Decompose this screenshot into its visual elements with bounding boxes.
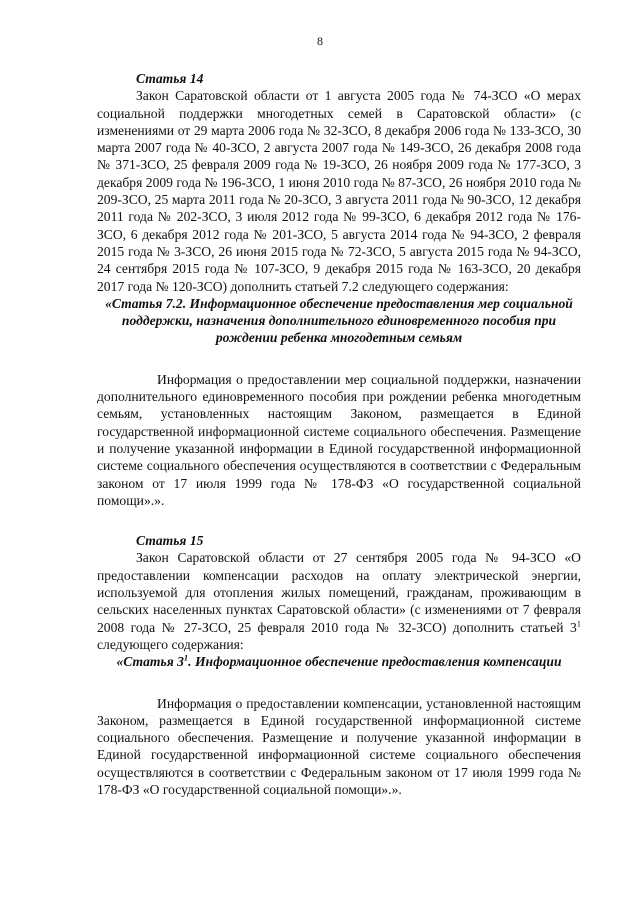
article-15-heading: Статья 15: [136, 533, 204, 549]
article-7-2-heading: «Статья 7.2. Информационное обеспечение предоставления мер социальной поддержки, назначения дополнительного единовременного пособия при рождении ребенка многодетным семьям: [105, 295, 573, 346]
article-14-intro: Закон Саратовской области от 1 августа 2005 года № 74-ЗСО «О мерах социальной поддержки многодетных семей в Саратовской области» (с изменениями от 29 марта 2006 года № 32-ЗСО, 8 декабря 2006 года № 133-ЗСО, 30 марта 2007 года № 40-ЗСО, 2 августа 2007 года № 149-ЗСО, 26 декабря 2008 года № 371-ЗСО, 25 февраля 2009 года № 19-ЗСО, 26 ноября 2009 года № 177-ЗСО, 3 декабря 2009 года № 196-ЗСО, 1 июня 2010 года № 87-ЗСО, 26 ноября 2010 года № 209-ЗСО, 25 марта 2011 года № 20-ЗСО, 3 августа 2011 года № 90-ЗСО, 12 декабря 2011 года № 202-ЗСО, 3 июля 2012 года № 99-ЗСО, 6 декабря 2012 года № 176-ЗСО, 6 декабря 2012 года № 201-ЗСО, 5 августа 2014 года № 94-ЗСО, 2 февраля 2015 года № 3-ЗСО, 26 июня 2015 года № 72-ЗСО, 5 августа 2015 года № 94-ЗСО, 24 сентября 2015 года № 107-ЗСО, 9 декабря 2015 года № 163-ЗСО, 20 декабря 2017 года № 120-ЗСО) дополнить статьей 7.2 следующего содержания:: [97, 88, 581, 294]
page-number: 8: [317, 34, 323, 48]
article-14: [97, 70, 581, 509]
article-15-intro: [97, 549, 581, 653]
article-15: [97, 532, 581, 798]
article-7-2-body: Информация о предоставлении мер социальной поддержки, назначении дополнительного единовременного пособия при рождении ребенка многодетным семьям, установленных настоящим Законом, размещается в Единой государственной информационной системе социального обеспечения. Размещение и получение указанной информации в Единой государственной информационной системе социального обеспечения осуществляются в соответствии с Федеральным законом от 17 июля 1999 года № 178-ФЗ «О государственной социальной помощи».».: [97, 371, 581, 508]
article-3-1-heading-rest: . Информационное обеспечение предоставления компенсации: [188, 654, 562, 670]
article-15-intro-text: Закон Саратовской области от 27 сентября 2005 года № 94-ЗСО «О предоставлении компенсации расходов на оплату электрической энергии, используемой для отопления жилых помещений, гражданам, проживающим в сельских населенных пунктах Саратовской области» (с изменениями от 7 февраля 2008 года № 27-ЗСО, 25 февраля 2010 года № 32-ЗСО) дополнить статьей 3: [97, 550, 581, 635]
document-body: [97, 70, 581, 798]
superscript: 1: [183, 652, 189, 663]
article-15-intro-tail: следующего содержания:: [97, 636, 244, 652]
article-3-1-heading-prefix: «Статья 3: [116, 654, 184, 670]
article-3-1-body: Информация о предоставлении компенсации, установленной настоящим Законом, размещается в Единой государственной информационной системе социального обеспечения. Размещение и получение указанной информации в Единой государственной информационной системе социального обеспечения осуществляются в соответствии с Федеральным законом от 17 июля 1999 года № 178-ФЗ «О государственной социальной помощи».».: [97, 695, 581, 797]
superscript: 1: [576, 618, 581, 629]
article-3-1-heading: [97, 653, 581, 670]
article-14-heading: Статья 14: [136, 71, 204, 86]
